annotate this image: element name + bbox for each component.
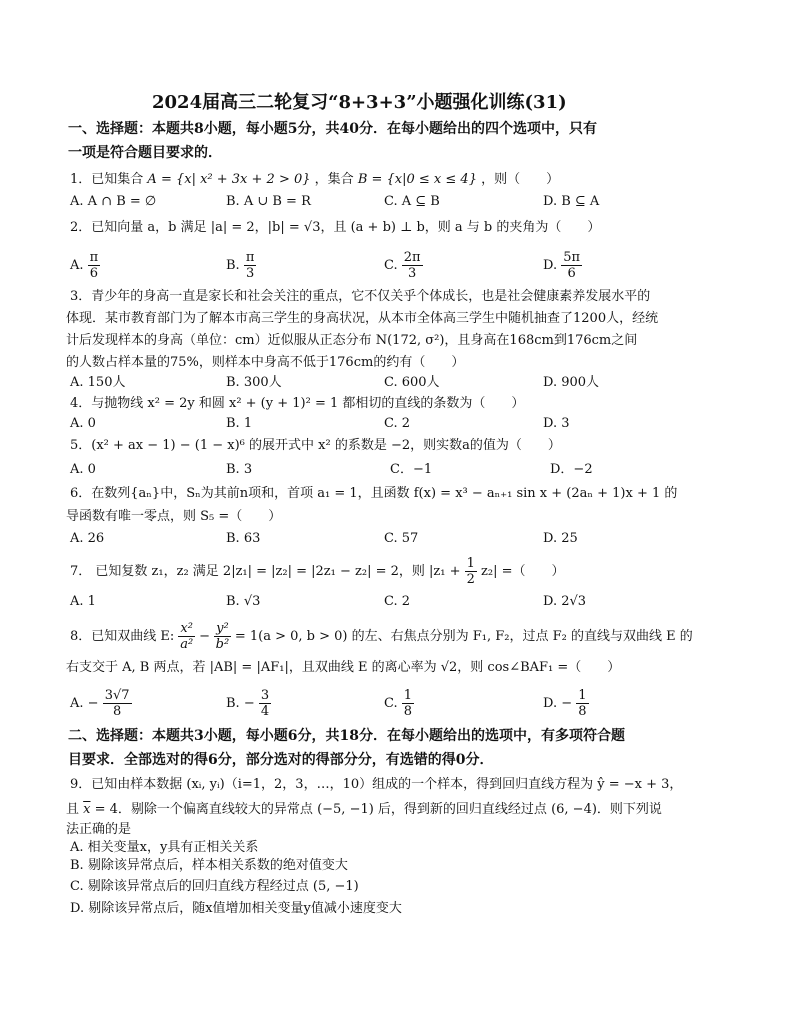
q2-b-den: 3	[245, 266, 255, 281]
q7-option-b: B. √3	[226, 594, 261, 609]
q7-half-fraction	[465, 556, 477, 587]
q8-x-fraction	[178, 621, 195, 652]
q3-option-c: C. 600人	[384, 375, 440, 390]
q2-option-c	[384, 250, 423, 281]
q3-option-b: B. 300人	[226, 375, 282, 390]
q2-b-num: π	[245, 250, 255, 265]
q8-line-2: 右支交于 A, B 两点，若 |AB| = |AF₁|，且双曲线 E 的离心率为 √2，则 cos∠BAF₁ =（ ）	[66, 660, 621, 675]
q7-option-a: A. 1	[70, 594, 96, 609]
q2-a-num: π	[89, 250, 99, 265]
q8-d-sign: −	[561, 696, 573, 711]
q2-option-a	[70, 250, 100, 281]
section2-heading-line2: 目要求．全部选对的得6分，部分选对的得部分分，有选错的得0分．	[68, 752, 494, 768]
q9-line-2	[66, 802, 662, 818]
q8-d-fraction	[576, 688, 588, 719]
q2-d-label: D.	[543, 258, 558, 273]
q4-option-b: B. 1	[226, 416, 253, 431]
q4-option-c: C. 2	[384, 416, 411, 431]
q1-option-a: A. A ∩ B = ∅	[70, 194, 157, 209]
q8-a-den: 8	[112, 704, 122, 719]
q2-c-label: C.	[384, 258, 398, 273]
q1-suffix: ，则（ ）	[481, 172, 560, 187]
q9-line-1: 9．已知由样本数据 (xᵢ, yᵢ)（i=1，2，3，…，10）组成的一个样本，得到回归直线方程为 ŷ = −x + 3，	[70, 777, 683, 792]
question-2-stem: 2．已知向量 a，b 满足 |a| = 2，|b| = √3，且 (a + b) ⊥ b，则 a 与 b 的夹角为（ ）	[70, 220, 601, 235]
q1-mid: ，集合	[314, 172, 354, 187]
q8-a-label: A.	[70, 696, 84, 711]
q2-a-den: 6	[89, 266, 99, 281]
page-title: 2024届高三二轮复习“8+3+3”小题强化训练(31)	[152, 92, 567, 113]
q8-c-num: 1	[403, 688, 413, 703]
section1-heading-line2: 一项是符合题目要求的．	[68, 145, 222, 161]
q4-option-d: D. 3	[543, 416, 570, 431]
q8-suffix: = 1(a > 0, b > 0) 的左、右焦点分别为 F₁, F₂，过点 F₂ 的直线与双曲线 E 的	[234, 629, 693, 644]
q7-frac-num: 1	[466, 556, 475, 571]
section2-heading-line1: 二、选择题：本题共3小题，每小题6分，共18分．在每小题给出的选项中，有多项符合题	[68, 728, 625, 744]
q9-line2-prefix: 且	[66, 802, 80, 817]
q2-d-num: 5π	[563, 250, 581, 265]
q8-option-b	[226, 688, 271, 719]
q8-f1-num: x²	[180, 621, 193, 636]
q9-option-d: D. 剔除该异常点后，随x值增加相关变量y值减小速度变大	[70, 901, 402, 916]
q2-b-label: B.	[226, 258, 240, 273]
question-7-stem	[70, 556, 565, 587]
question-4-stem: 4．与抛物线 x² = 2y 和圆 x² + (y + 1)² = 1 都相切的直线的条数为（ ）	[70, 396, 525, 411]
q5-option-a: A. 0	[70, 462, 96, 477]
q8-f1-den: a²	[180, 637, 194, 652]
section1-heading-line1: 一、选择题：本题共8小题，每小题5分，共40分．在每小题给出的四个选项中，只有	[68, 121, 597, 137]
q6-option-a: A. 26	[70, 531, 105, 546]
question-1-stem	[70, 172, 559, 188]
q2-option-b	[226, 250, 256, 281]
q7-option-d: D. 2√3	[543, 594, 587, 609]
q3-option-a: A. 150人	[70, 375, 126, 390]
q2-d-den: 6	[567, 266, 576, 281]
q1-option-b: B. A ∪ B = R	[226, 194, 311, 209]
q7-frac-den: 2	[466, 572, 475, 587]
q8-b-label: B.	[226, 696, 240, 711]
q1-option-c: C. A ⊆ B	[384, 194, 440, 209]
q7-suffix: z₂| =（ ）	[481, 564, 565, 579]
q8-minus: −	[199, 629, 211, 644]
q3-line-4: 的人数占样本量的75%，则样本中身高不低于176cm的约有（ ）	[66, 355, 465, 370]
q1-prefix: 1．已知集合	[70, 172, 144, 187]
q2-c-fraction	[402, 250, 423, 281]
q5-option-b: B. 3	[226, 462, 253, 477]
q4-option-a: A. 0	[70, 416, 96, 431]
q8-a-sign: −	[87, 696, 99, 711]
q7-prefix: 7． 已知复数 z₁，z₂ 满足 2|z₁| = |z₂| = |2z₁ − z₂| = 2，则 |z₁ +	[70, 564, 461, 579]
q6-option-c: C. 57	[384, 531, 419, 546]
q8-d-label: D.	[543, 696, 558, 711]
q6-line-2: 导函数有唯一零点，则 S₅ =（ ）	[66, 509, 282, 524]
q1-set-a: A = {x| x² + 3x + 2 > 0}	[147, 172, 311, 187]
q8-y-fraction	[214, 621, 231, 652]
q3-line-3: 计后发现样本的身高（单位：cm）近似服从正态分布 N(172, σ²)，且身高在168cm到176cm之间	[66, 333, 638, 348]
q8-b-den: 4	[260, 704, 270, 719]
q8-a-fraction	[103, 688, 132, 719]
question-5-stem: 5．(x² + ax − 1) − (1 − x)⁶ 的展开式中 x² 的系数是 −2，则实数a的值为（ ）	[70, 438, 561, 453]
q2-option-d	[543, 250, 582, 281]
q5-option-c: C．−1	[390, 462, 433, 477]
q8-prefix: 8．已知双曲线 E:	[70, 629, 175, 644]
q8-b-fraction	[259, 688, 271, 719]
q8-d-num: 1	[578, 688, 587, 703]
q9-option-b: B. 剔除该异常点后，样本相关系数的绝对值变大	[70, 858, 348, 873]
q8-line-1	[70, 621, 693, 652]
q9-option-c: C. 剔除该异常点后的回归直线方程经过点 (5, −1)	[70, 879, 359, 894]
q2-a-fraction	[88, 250, 101, 281]
q1-option-d: D. B ⊆ A	[543, 194, 600, 209]
q9-x-bar: $\overline{x}$	[83, 802, 91, 817]
q1-set-b: B = {x|0 ≤ x ≤ 4}	[357, 172, 477, 187]
q2-c-den: 3	[408, 266, 417, 281]
q6-line-1: 6．在数列{aₙ}中，Sₙ为其前n项和，首项 a₁ = 1，且函数 f(x) = x³ − aₙ₊₁ sin x + (2aₙ + 1)x + 1 的	[70, 486, 678, 501]
q8-option-a	[70, 688, 132, 719]
q7-option-c: C. 2	[384, 594, 411, 609]
q6-option-b: B. 63	[226, 531, 261, 546]
q3-line-1: 3．青少年的身高一直是家长和社会关注的重点，它不仅关乎个体成长，也是社会健康素养发展水平的	[70, 289, 651, 304]
q2-b-fraction	[244, 250, 257, 281]
q8-c-den: 8	[403, 704, 413, 719]
q8-option-d	[543, 688, 589, 719]
q2-a-label: A.	[70, 258, 84, 273]
q8-d-den: 8	[578, 704, 587, 719]
q8-c-label: C.	[384, 696, 398, 711]
q3-option-d: D. 900人	[543, 375, 600, 390]
q8-b-num: 3	[260, 688, 270, 703]
q9-line-3: 法正确的是	[66, 822, 132, 837]
q8-option-c	[384, 688, 414, 719]
q8-b-sign: −	[243, 696, 255, 711]
q2-d-fraction	[561, 250, 582, 281]
q2-c-num: 2π	[403, 250, 421, 265]
q8-a-num: 3√7	[104, 688, 130, 703]
q9-line2-suffix: = 4．剔除一个偏离直线较大的异常点 (−5, −1) 后，得到新的回归直线经过点 (6, −4)．则下列说	[94, 802, 662, 817]
q8-f2-num: y²	[216, 621, 229, 636]
q6-option-d: D. 25	[543, 531, 578, 546]
q5-option-d: D．−2	[550, 462, 593, 477]
q3-line-2: 体现．某市教育部门为了解本市高三学生的身高状况，从本市全体高三学生中随机抽查了1200人，经统	[66, 311, 659, 326]
q8-f2-den: b²	[215, 637, 230, 652]
q9-option-a: A. 相关变量x，y具有正相关关系	[70, 840, 259, 855]
q8-c-fraction	[402, 688, 414, 719]
